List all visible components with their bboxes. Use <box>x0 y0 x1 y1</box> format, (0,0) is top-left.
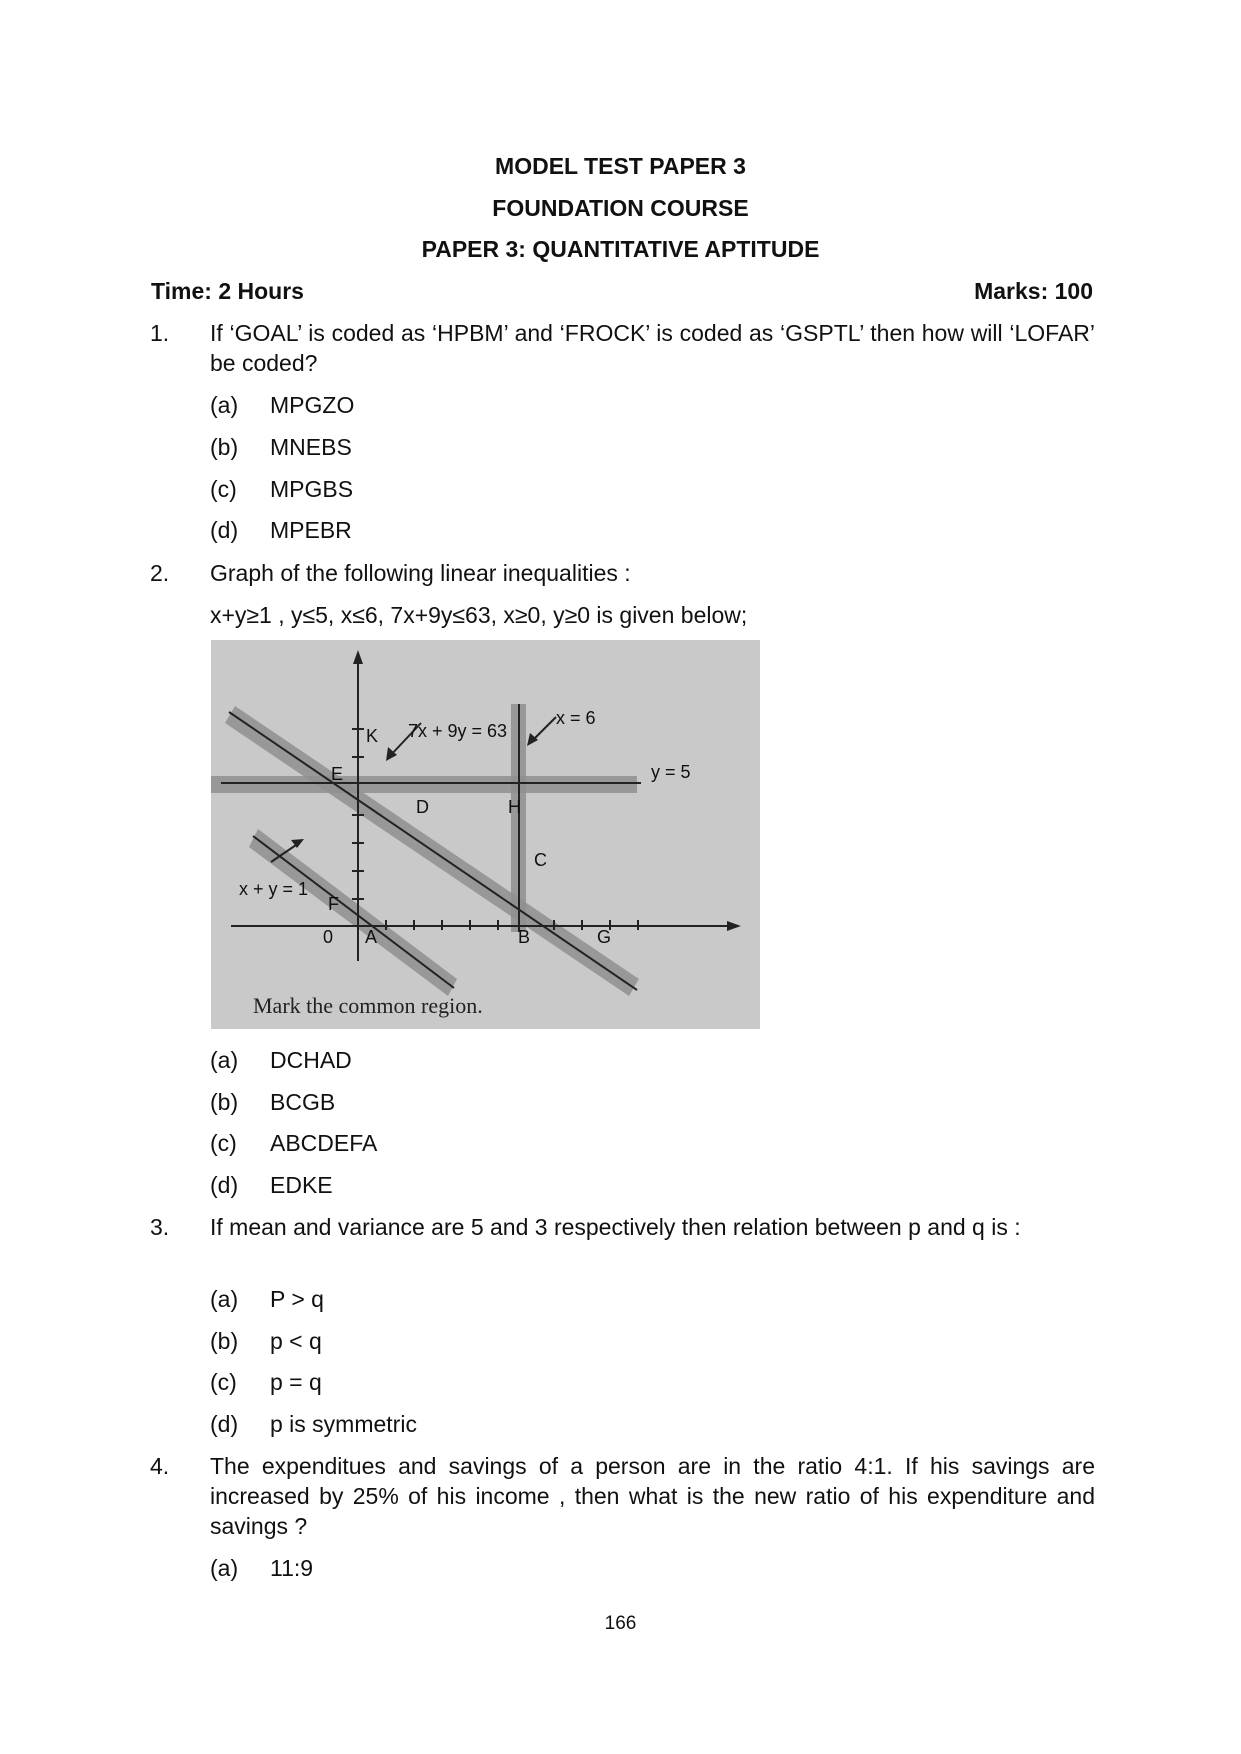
option <box>210 1555 313 1582</box>
question-text-inequalities: x+y≥1 , y≤5, x≤6, 7x+9y≤63, x≥0, y≥0 is given below; <box>210 602 748 628</box>
paper-title: MODEL TEST PAPER 3 <box>495 153 746 179</box>
option-text: p < q <box>270 1328 322 1354</box>
page-number: 166 <box>604 1613 637 1634</box>
option <box>210 1089 335 1116</box>
label-c: C <box>534 850 547 870</box>
question-text: If ‘GOAL’ is coded as ‘HPBM’ and ‘FROCK’ is coded as ‘GSPTL’ then how will ‘LOFAR’ be coded? <box>210 320 1095 376</box>
question-number: 4. <box>150 1453 170 1479</box>
question-text: Graph of the following linear inequalities : <box>210 560 631 586</box>
option-text: p is symmetric <box>270 1411 417 1437</box>
option <box>210 517 352 544</box>
question-number: 3. <box>150 1214 170 1240</box>
option-text: DCHAD <box>270 1047 352 1073</box>
question-text: If mean and variance are 5 and 3 respectively then relation between p and q is : <box>210 1214 1021 1240</box>
figure-background <box>211 640 760 1029</box>
inequality-graph <box>211 640 760 1029</box>
option <box>210 1369 322 1396</box>
option-label: (d) <box>210 1172 239 1198</box>
option-label: (a) <box>210 1555 239 1581</box>
option-label: (a) <box>210 1286 239 1312</box>
option <box>210 392 354 419</box>
time-label: Time: 2 Hours <box>151 278 304 304</box>
option-text: ABCDEFA <box>270 1130 378 1156</box>
option <box>210 1047 352 1074</box>
option <box>210 1411 417 1438</box>
option <box>210 434 352 461</box>
label-line-y5: y = 5 <box>651 762 691 782</box>
band-y5 <box>211 776 637 793</box>
option-text: EDKE <box>270 1172 333 1198</box>
label-h: H <box>508 797 521 817</box>
label-d: D <box>416 797 429 817</box>
question-text: The expenditues and savings of a person are in the ratio 4:1. If his savings are increased by 25% of his income , then what is the new ratio of his expenditure and savings ? <box>210 1453 1095 1539</box>
option-text: MPGZO <box>270 392 355 418</box>
paper-subtitle: PAPER 3: QUANTITATIVE APTITUDE <box>421 236 820 262</box>
option <box>210 1286 324 1313</box>
label-g: G <box>597 927 612 947</box>
option-label: (b) <box>210 434 239 460</box>
label-e: E <box>331 764 344 784</box>
option-label: (c) <box>210 1130 237 1156</box>
figure-caption: Mark the common region. <box>253 993 483 1018</box>
option-text: MNEBS <box>270 434 352 460</box>
question-number: 1. <box>150 320 170 346</box>
option-label: (b) <box>210 1089 239 1115</box>
option-text: P > q <box>270 1286 324 1312</box>
label-origin: 0 <box>323 927 334 947</box>
option <box>210 1328 322 1355</box>
inequality-graph-figure <box>211 640 760 1029</box>
option-text: p = q <box>270 1369 322 1395</box>
option-label: (c) <box>210 1369 237 1395</box>
label-line-x6: x = 6 <box>556 708 596 728</box>
option-label: (a) <box>210 1047 239 1073</box>
option <box>210 1172 333 1199</box>
course-title: FOUNDATION COURSE <box>492 195 749 221</box>
label-b: B <box>518 927 531 947</box>
label-a: A <box>365 927 378 947</box>
option-label: (b) <box>210 1328 239 1354</box>
label-line-xy1: x + y = 1 <box>239 879 309 899</box>
option-label: (a) <box>210 392 239 418</box>
label-k: K <box>366 726 379 746</box>
marks-label: Marks: 100 <box>974 278 1093 304</box>
option-label: (c) <box>210 476 237 502</box>
option-text: MPGBS <box>270 476 354 502</box>
question-number: 2. <box>150 560 170 586</box>
option-label: (d) <box>210 517 239 543</box>
option <box>210 476 353 503</box>
label-f: F <box>328 894 339 914</box>
option <box>210 1130 377 1157</box>
option-text: MPEBR <box>270 517 352 543</box>
option-text: 11:9 <box>270 1555 314 1581</box>
option-text: BCGB <box>270 1089 336 1115</box>
option-label: (d) <box>210 1411 239 1437</box>
label-line-7x9y63: 7x + 9y = 63 <box>408 721 508 741</box>
